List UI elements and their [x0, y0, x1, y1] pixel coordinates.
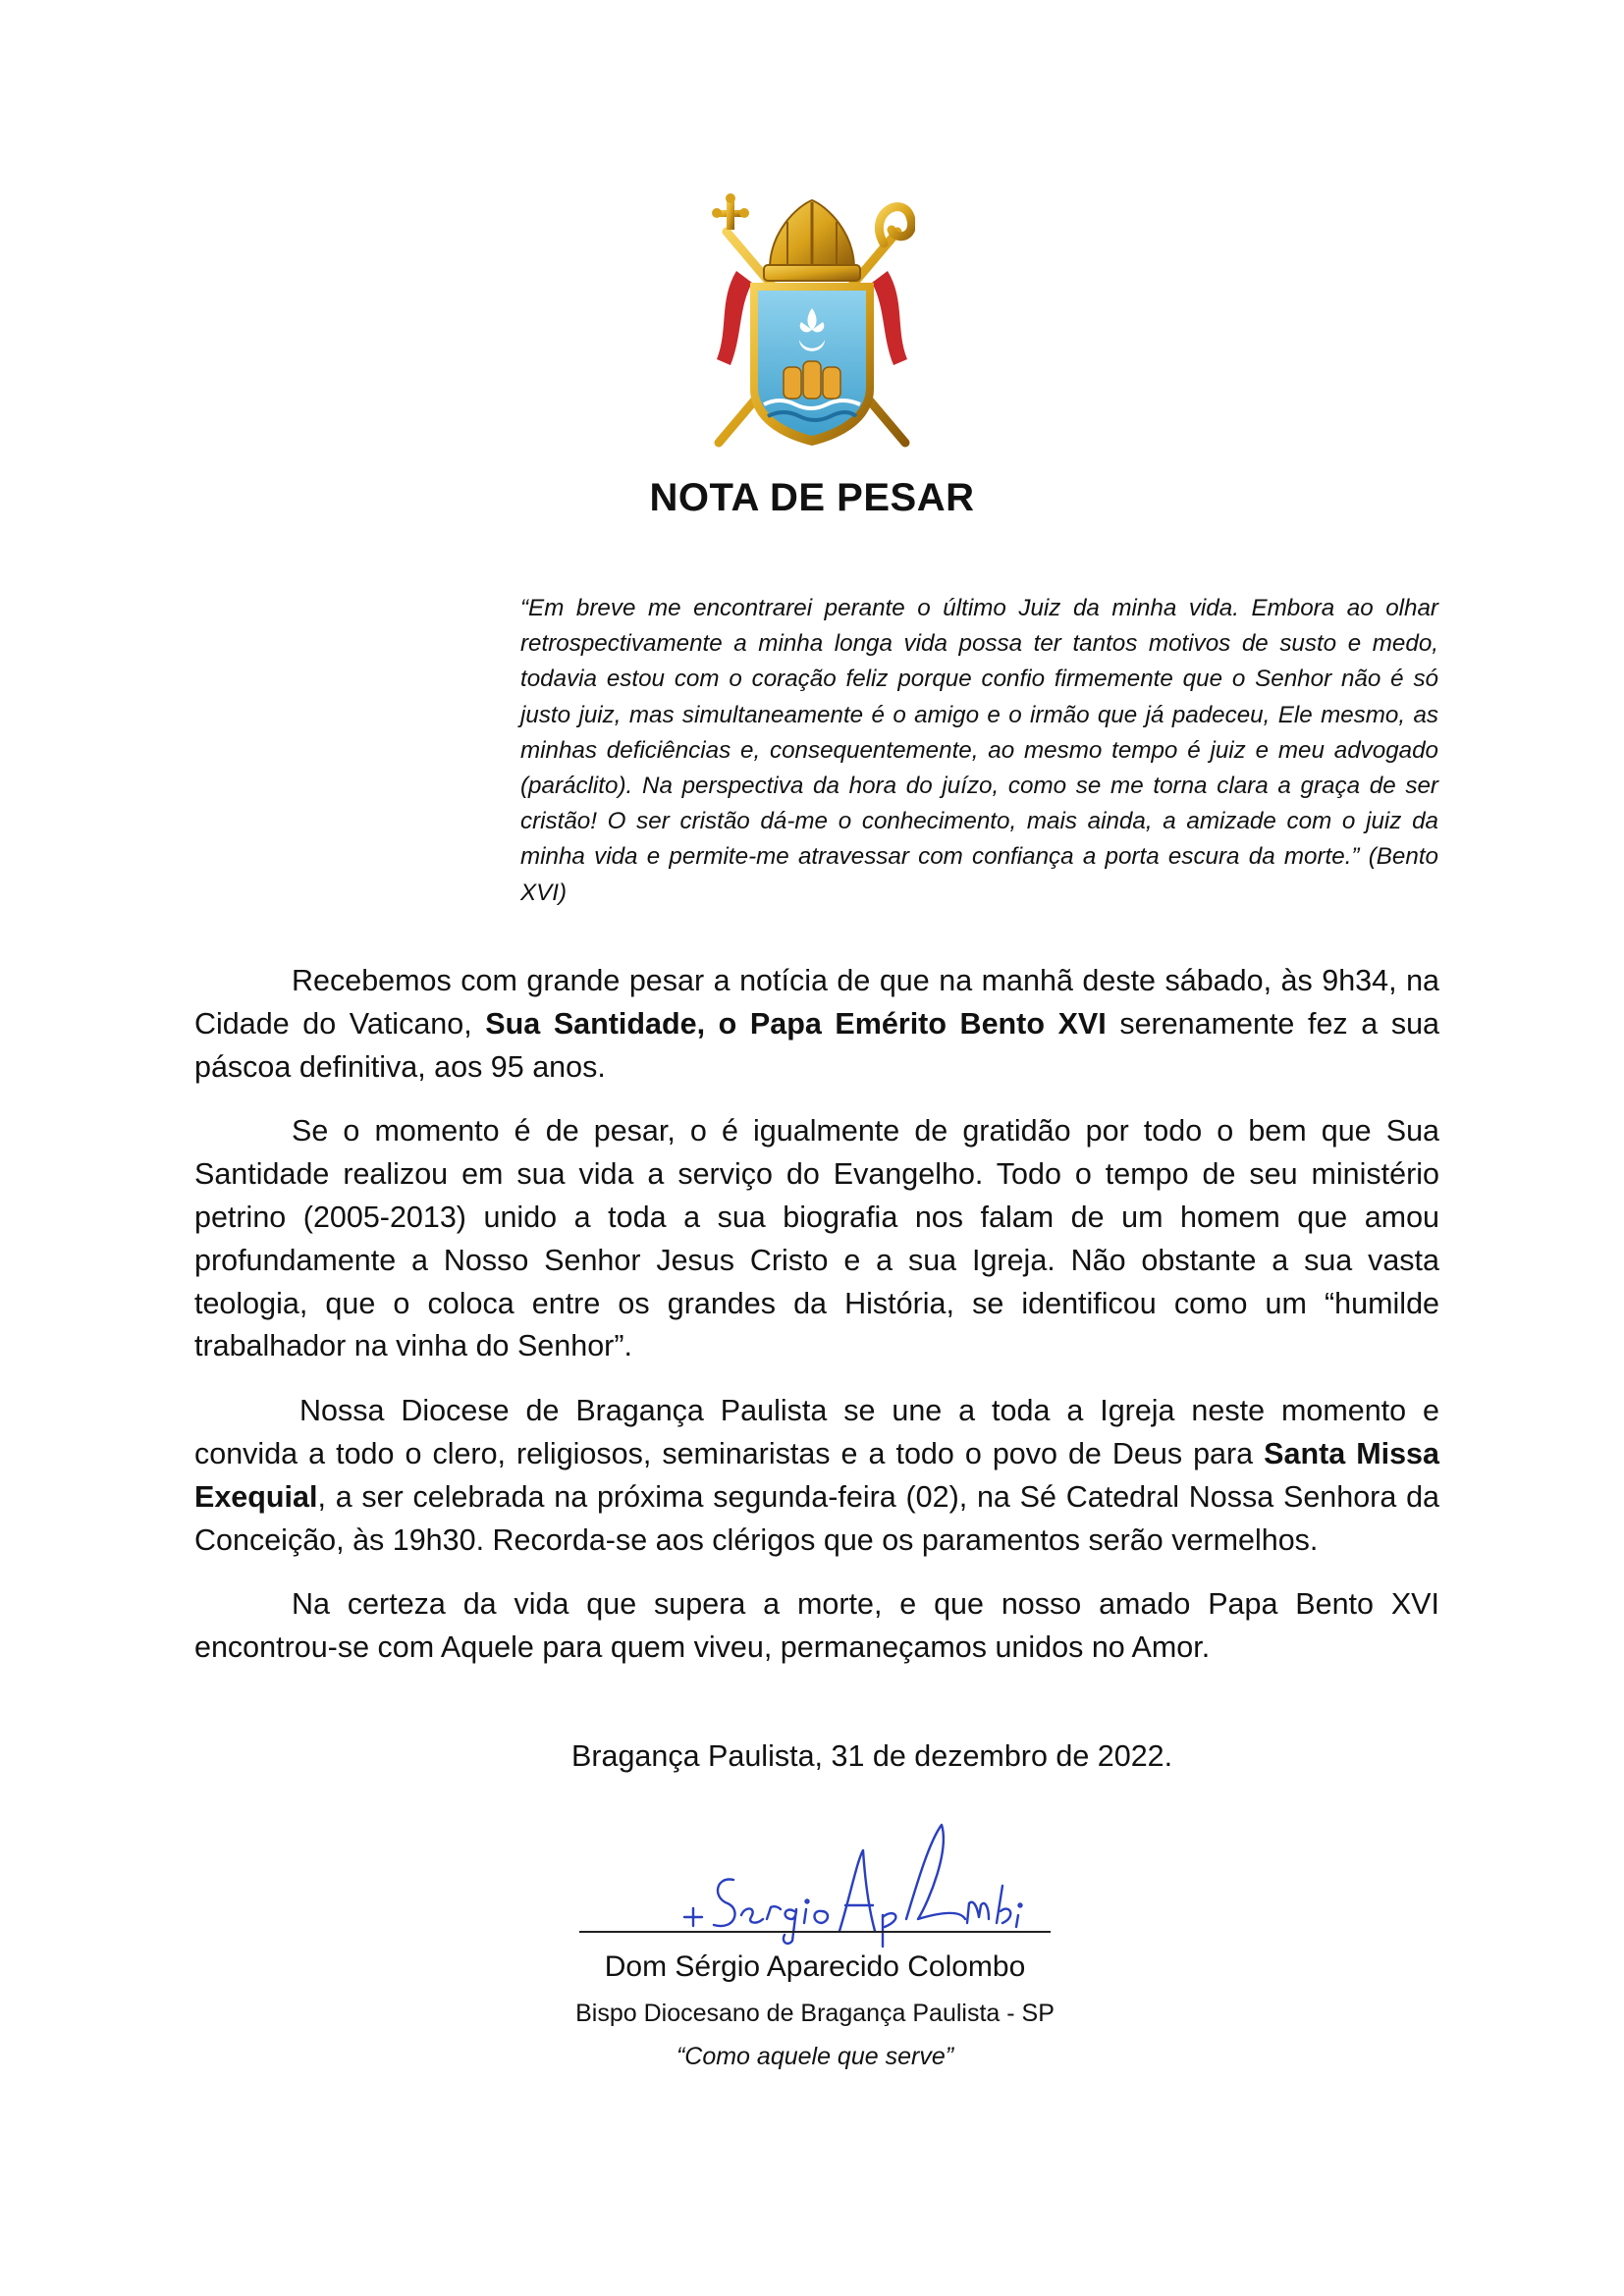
mitre-shape — [764, 200, 860, 281]
paragraph-3-bold: Santa Missa Exequial — [194, 1436, 1439, 1514]
signature-block — [550, 1821, 1070, 2115]
handwritten-signature — [673, 1821, 1026, 1949]
paragraph-1-text-a: Recebemos com grande pesar a notícia de que na manhã deste sábado, às 9h34, na Cidade do Vaticano, — [194, 964, 1439, 1041]
paragraph-3 — [194, 1390, 1439, 1562]
signer-motto: “Como aquele que serve” — [676, 2043, 954, 2070]
epigraph-text: “Em breve me encontrarei perante o último Juiz da minha vida. Embora ao olhar retrospectivamente a minha longa vida possa ter tantos motivos de susto e medo, todavia estou com o coração feliz porque confio firmemente que o Senhor não é só justo juiz, mas simultaneamente é o amigo e o irmão que já padeceu, Ele mesmo, as minhas deficiências e, consequentemente, ao mesmo tempo é juiz e meu advogado (paráclito). Na perspectiva da hora do juízo, como se me torna clara a graça de ser cristão! O ser cristão dá-me o conhecimento, mais ainda, a amizade com o juiz da minha vida e permite-me atravessar com confiança a porta escura da morte.” (Bento XVI) — [520, 595, 1438, 906]
signature-line — [579, 1931, 1051, 1933]
paragraph-4: Na certeza da vida que supera a morte, e que nosso amado Papa Bento XVI encontrou-se com Aquele para quem viveu, permaneçamos unidos no Amor. — [194, 1587, 1439, 1665]
paragraph-1-text-b: serenamente fez a sua páscoa definitiva, aos 95 anos. — [194, 1006, 1439, 1084]
crosier-hook-shape — [879, 207, 911, 243]
epigraph-quote — [520, 591, 1438, 911]
left-ribbon-shape — [717, 271, 752, 365]
paragraph-3-text-b: , a ser celebrada na próxima segunda-feira (02), na Sé Catedral Nossa Senhora da Conceição, às 19h30. Recorda-se aos clérigos que os paramentos serão vermelhos. — [194, 1479, 1439, 1557]
right-ribbon-shape — [872, 271, 907, 365]
paragraph-2: Se o momento é de pesar, o é igualmente de gratidão por todo o bem que Sua Santidade realizou em sua vida a serviço do Evangelho. Todo o tempo de seu ministério petrino (2005-2013) unido a toda a sua biografia nos falam de um homem que amou profundamente a Nosso Senhor Jesus Cristo e a sua Igreja. Não obstante a sua vasta teologia, que o coloca entre os grandes da História, se identificou como um “humilde trabalhador na vinha do Senhor”. — [194, 1114, 1439, 1363]
page-title: NOTA DE PESAR — [649, 476, 975, 519]
paragraph-1 — [194, 960, 1439, 1089]
letter-body — [194, 960, 1439, 1691]
episcopal-coat-of-arms-icon — [709, 192, 915, 450]
cross-ornament-shape — [712, 193, 749, 230]
signer-name: Dom Sérgio Aparecido Colombo — [604, 1950, 1026, 1983]
signer-role: Bispo Diocesano de Bragança Paulista - SP — [575, 2000, 1055, 2027]
paragraph-1-bold: Sua Santidade, o Papa Emérito Bento XVI — [485, 1006, 1107, 1041]
paragraph-3-text-a: Nossa Diocese de Bragança Paulista se une a toda a Igreja neste momento e convida a todo o clero, religiosos, seminaristas e a todo o povo de Deus para — [194, 1394, 1439, 1470]
dateline: Bragança Paulista, 31 de dezembro de 2022. — [571, 1739, 1173, 1773]
shield-shape — [750, 283, 874, 446]
